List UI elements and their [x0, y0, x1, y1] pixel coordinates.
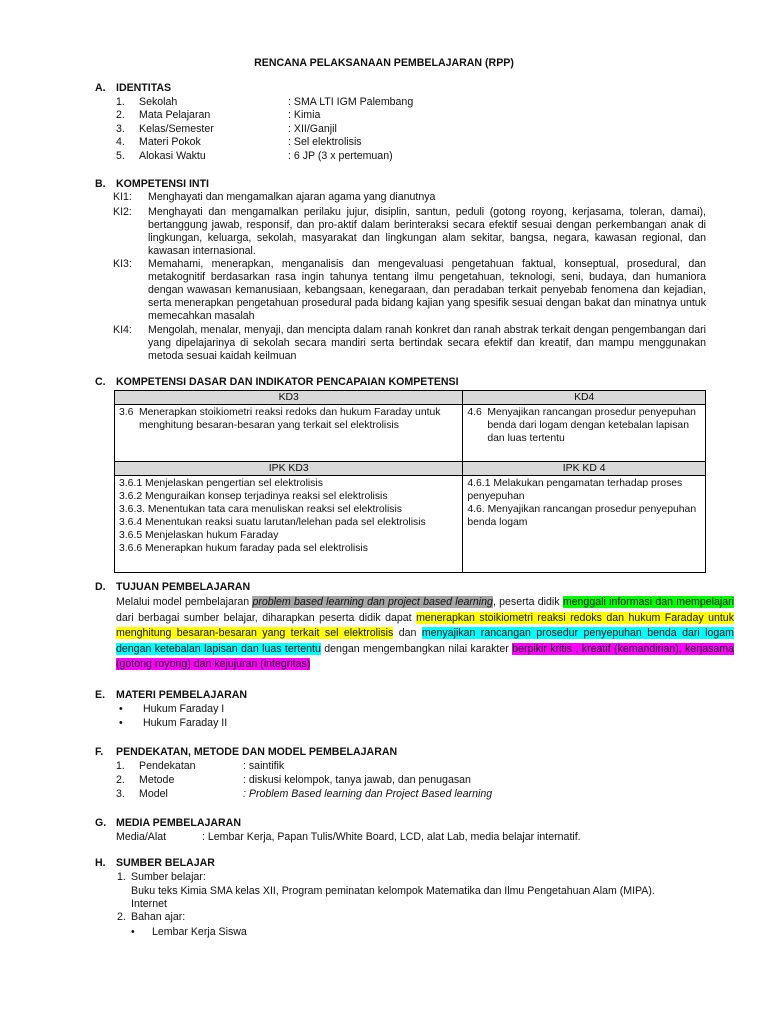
section-a-letter: A.	[95, 82, 106, 94]
source-label: Sumber belajar:	[131, 871, 206, 883]
ipk3-cell	[115, 476, 463, 573]
identity-value: : 6 JP (3 x pertemuan)	[288, 150, 393, 162]
section-g-heading: MEDIA PEMBELAJARAN	[116, 817, 241, 829]
identity-num: 5.	[116, 150, 125, 162]
ki-code: KI4:	[113, 324, 132, 336]
section-d-heading: TUJUAN PEMBELAJARAN	[116, 581, 251, 593]
document-title: RENCANA PELAKSANAAN PEMBELAJARAN (RPP)	[254, 57, 514, 69]
bullet-icon: •	[119, 717, 123, 729]
kd4-number: 4.6	[467, 407, 482, 418]
objective-magenta-highlight: berpikir kritis , kreatif (kemandirian), kerjasama (gotong royong) dan kejujuran (integritas)	[116, 642, 735, 670]
section-h-heading: SUMBER BELAJAR	[116, 857, 215, 869]
material-item: Lembar Kerja Siswa	[152, 926, 247, 938]
ipk4-header: IPK KD 4	[463, 462, 706, 476]
objective-text: dari berbagai sumber belajar, diharapkan peserta didik dapat	[116, 611, 417, 624]
objective-text: dengan mengembangkan nilai karakter	[320, 642, 513, 655]
kd4-cell	[463, 405, 706, 462]
ki-code: KI2:	[113, 206, 132, 218]
kd4-item	[467, 406, 701, 445]
ipk3-item: 3.6.3. Menentukan tata cara menuliskan reaksi sel elektrolisis	[119, 504, 402, 515]
materi-item: Hukum Faraday II	[143, 717, 228, 729]
identity-value: : SMA LTI IGM Palembang	[288, 96, 414, 108]
ki-code: KI1:	[113, 191, 132, 203]
model-value: : Problem Based learning dan Project Based learning	[243, 788, 493, 800]
approach-value: : saintifik	[243, 760, 285, 772]
kd3-number: 3.6	[119, 407, 134, 418]
section-h-letter: H.	[95, 857, 106, 869]
ki-text: Menghayati dan mengamalkan ajaran agama yang dianutnya	[148, 191, 436, 203]
kd3-item	[119, 406, 458, 432]
identity-num: 3.	[116, 123, 125, 135]
objective-cyan-highlight: menyajikan rancangan prosedur penyepuhan benda dari logam dengan ketebalan lapisan dan luas tertentu	[116, 627, 735, 655]
section-a-heading: IDENTITAS	[116, 82, 172, 94]
objective-text: dan	[393, 627, 422, 639]
identity-num: 4.	[116, 136, 125, 148]
model-label: Model	[139, 788, 168, 800]
identity-value: : Sel elektrolisis	[288, 136, 362, 148]
section-c-heading: KOMPETENSI DASAR DAN INDIKATOR PENCAPAIAN KOMPETENSI	[116, 376, 459, 388]
source-book: Buku teks Kimia SMA kelas XII, Program peminatan kelompok Matematika dan Ilmu Pengetahuan Alam (MIPA).	[131, 885, 655, 897]
section-e-letter: E.	[95, 689, 106, 701]
material-num: 2.	[117, 911, 126, 923]
media-value: : Lembar Kerja, Papan Tulis/White Board, LCD, alat Lab, media belajar internatif.	[202, 831, 581, 843]
objective-yellow-highlight: menerapkan stoikiometri reaksi redoks dan hukum Faraday untuk menghitung besaran-besaran yang terkait sel elektrolisis	[116, 611, 734, 639]
source-num: 1.	[117, 871, 126, 883]
ipk3-item: 3.6.4 Menentukan reaksi suatu larutan/lelehan pada sel elektrolisis	[119, 517, 426, 528]
identity-num: 1.	[116, 96, 125, 108]
identity-label: Materi Pokok	[139, 136, 201, 148]
section-b-letter: B.	[95, 178, 106, 190]
ipk3-item: 3.6.6 Menerapkan hukum faraday pada sel elektrolisis	[119, 543, 368, 554]
section-d-letter: D.	[95, 581, 106, 593]
approach-label: Pendekatan	[139, 760, 196, 772]
ipk3-header: IPK KD3	[115, 462, 463, 476]
ki-code: KI3:	[113, 258, 132, 270]
identity-num: 2.	[116, 109, 125, 121]
kd4-text: Menyajikan rancangan prosedur penyepuhan benda dari logam dengan ketebalan lapisan dan luas tertentu	[487, 407, 696, 444]
ipk4-cell	[463, 476, 706, 573]
ki-text: Memahami, menerapkan, menganalisis dan mengevaluasi pengetahuan faktual, konseptual, prosedural, dan metakognitif berdasarkan rasa ingin tahunya tentang ilmu pengetahuan, teknologi, seni, budaya, dan humaniora dengan wawasan kemanusiaan, kebangsaan, kenegaraan, dan peradaban terkait penyebab fenomena dan kejadian, serta menerapkan pengetahuan prosedural pada bidang kajian yang spesifik sesuai dengan bakat dan minatnya untuk memecahkan masalah	[148, 258, 706, 322]
section-b-heading: KOMPETENSI INTI	[116, 178, 209, 190]
method-value: : diskusi kelompok, tanya jawab, dan penugasan	[243, 774, 471, 786]
bullet-icon: •	[131, 926, 135, 938]
kd3-cell	[115, 405, 463, 462]
objective-text: , peserta didik	[492, 596, 563, 608]
section-g-letter: G.	[95, 817, 107, 829]
objective-model-highlight: problem based learning dan project based learning	[252, 596, 493, 608]
learning-objective-paragraph	[116, 595, 734, 673]
method-label: Metode	[139, 774, 175, 786]
identity-value: : Kimia	[288, 109, 321, 121]
ki-text: Mengolah, menalar, menyaji, dan mencipta dalam ranah konkret dan ranah abstrak terkait dengan pengembangan dari yang dipelajarinya di sekolah secara mandiri serta bertindak secara efektif dan kreatif, dan mampu menggunakan metoda sesuai kaidah keilmuan	[148, 324, 706, 362]
section-f-letter: F.	[95, 746, 104, 758]
identity-value: : XII/Ganjil	[288, 123, 337, 135]
kd-table	[114, 390, 706, 573]
media-label: Media/Alat	[116, 831, 167, 843]
identity-label: Mata Pelajaran	[139, 109, 211, 121]
ipk3-item: 3.6.5 Menjelaskan hukum Faraday	[119, 530, 279, 541]
ki-text: Menghayati dan mengamalkan perilaku jujur, disiplin, santun, peduli (gotong royong, kerjasama, toleran, damai), bertanggung jawab, responsif, dan pro-aktif dalam berinteraksi secara efektif sesuai dengan perkembangan anak di lingkungan, keluarga, sekolah, masyarakat dan lingkungan alam sekitar, bangsa, negara, kawasan regional, dan kawasan internasional.	[148, 206, 706, 257]
bullet-icon: •	[119, 703, 123, 715]
objective-green-highlight: menggali informasi dan mempelajari	[562, 596, 734, 608]
kd4-header: KD4	[463, 391, 706, 405]
identity-label: Sekolah	[139, 96, 178, 108]
kd3-header: KD3	[115, 391, 463, 405]
materi-item: Hukum Faraday I	[143, 703, 225, 715]
approach-num: 1.	[116, 760, 125, 772]
ipk4-item: 4.6. Menyajikan rancangan prosedur penyepuhan benda logam	[467, 504, 697, 528]
material-label: Bahan ajar:	[131, 911, 186, 923]
ipk3-item: 3.6.2 Menguraikan konsep terjadinya reaksi sel elektrolisis	[119, 491, 388, 502]
section-e-heading: MATERI PEMBELAJARAN	[116, 689, 248, 701]
source-internet: Internet	[131, 898, 167, 910]
ipk4-item: 4.6.1 Melakukan pengamatan terhadap proses penyepuhan	[467, 478, 683, 502]
method-num: 2.	[116, 774, 125, 786]
section-f-heading: PENDEKATAN, METODE DAN MODEL PEMBELAJARAN	[116, 746, 398, 758]
identity-label: Kelas/Semester	[139, 123, 214, 135]
identity-label: Alokasi Waktu	[139, 150, 206, 162]
kd3-text: Menerapkan stoikiometri reaksi redoks dan hukum Faraday untuk menghitung besaran-besaran yang terkait sel elektrolisis	[139, 407, 441, 431]
section-c-letter: C.	[95, 376, 106, 388]
ipk3-item: 3.6.1 Menjelaskan pengertian sel elektrolisis	[119, 478, 323, 489]
model-num: 3.	[116, 788, 125, 800]
objective-text: Melalui model pembelajaran	[116, 596, 253, 608]
